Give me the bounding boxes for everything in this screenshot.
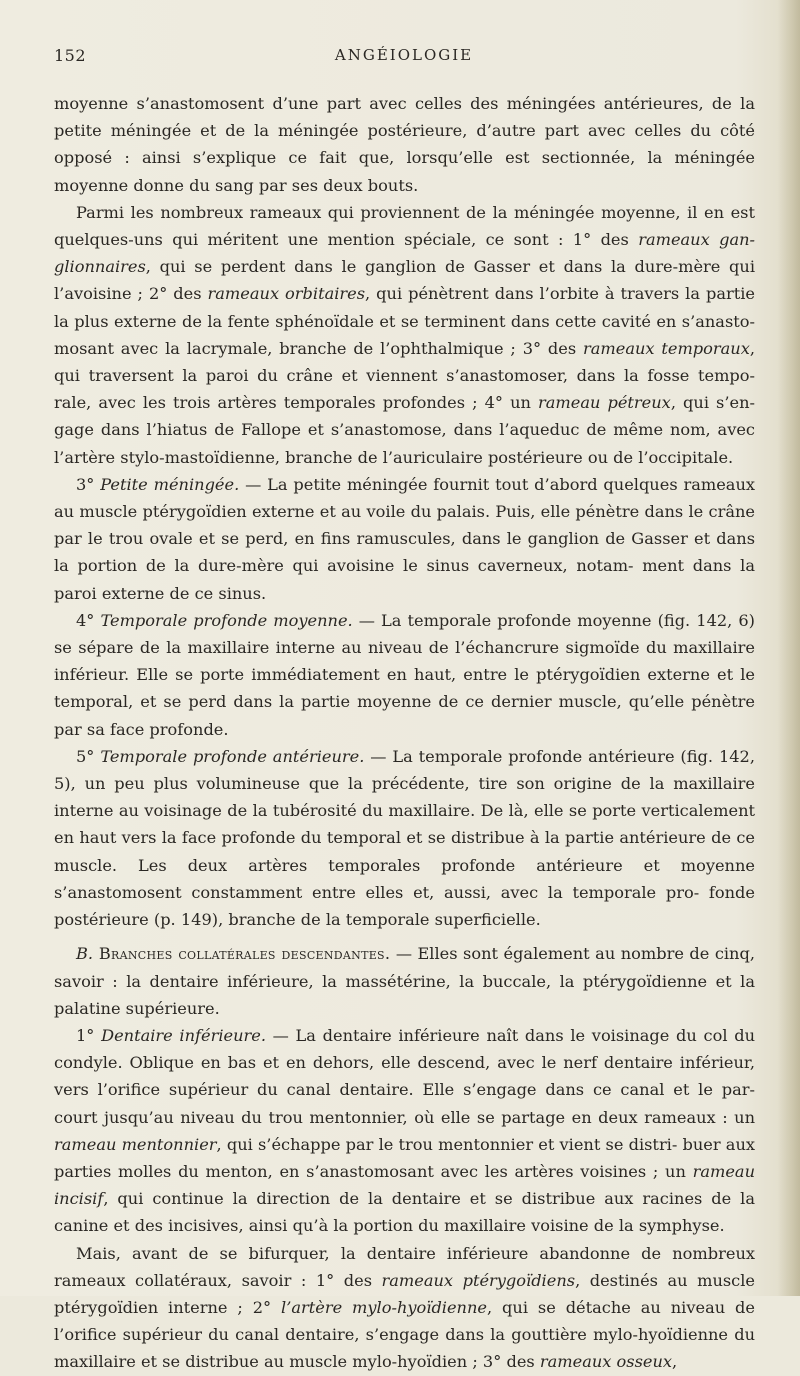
text-run: — La temporale profonde moyenne (fig. 142, 6) se sépare de la maxillaire interne au niveau de l’échancrure sigmoïde du maxillaire inférieur. Elle se porte immédiatement en haut, entre le ptérygoïdien externe et le temporal, et se perd dans la partie moyenne de ce dernier muscle, qu’elle pénètre par sa face profonde.: [54, 610, 755, 739]
italic-term: rameaux osseux: [539, 1352, 673, 1372]
text-run: ,: [672, 1352, 678, 1372]
italic-term: rameau pétreux: [538, 393, 671, 413]
page-header: [54, 46, 754, 70]
item-number: 3°: [76, 474, 101, 494]
paragraph-petite-meningee: [54, 471, 755, 607]
section-title: Temporale profonde antérieure.: [100, 746, 365, 766]
paragraph-2: [54, 199, 755, 471]
italic-term: rameaux ptérygoïdiens: [381, 1270, 576, 1290]
page-body: [54, 90, 755, 1376]
text-line: moyenne s’anastomosent d’une part avec celles des méningées antérieures, de la: [54, 94, 755, 113]
paragraph-dentaire-inferieure: [54, 1022, 755, 1240]
paragraph-branches-descendantes: [54, 940, 755, 1022]
page-number: 152: [54, 46, 87, 65]
text-run: Parmi les nombreux rameaux qui proviennent de la méningée moyenne, il en est quelques-uns qui méritent une mention spéciale, ce sont : 1° des: [54, 202, 755, 250]
item-number: 1°: [76, 1025, 102, 1045]
text-run: , qui traversent la paroi du crâne et viennent s’anastomoser, dans la fosse tempo- rale, avec les trois artères temporales profondes ; 4° un: [54, 338, 756, 413]
text-run: , destinés au muscle ptérygoïdien interne ; 2°: [54, 1270, 756, 1317]
text-line: opposé : ainsi s’explique ce fait que, lorsqu’elle est sectionnée, la méningée: [54, 148, 755, 168]
paragraph-temporale-anterieure: [54, 743, 755, 933]
item-number: 5°: [76, 746, 101, 766]
italic-term: rameau mentonnier: [54, 1134, 217, 1154]
page-edge-shadow: [778, 0, 800, 1296]
text-run: , qui s’échappe par le trou mentonnier et vient se distri- buer aux parties molles du menton, en s’anastomosant avec les artères voisines ; un: [54, 1134, 755, 1181]
text-run: — La dentaire inférieure naît dans le voisinage du col du condyle. Oblique en bas et en dehors, elle descend, avec le nerf dentaire inférieur, vers l’orifice supérieur du canal dentaire. Elle s’engage dans ce canal et le par- court jusqu’au niveau du trou mentonnier, où elle se partage en deux rameaux : un: [54, 1025, 756, 1127]
paragraph-rameaux-collateraux: [54, 1240, 755, 1376]
italic-term: l’artère mylo-hyoïdienne: [281, 1297, 487, 1317]
text-run: — Elles sont également au nombre de cinq, savoir : la dentaire inférieure, la massétérine, la buccale, la ptérygoïdienne et la palatine supérieure.: [54, 944, 755, 1018]
text-line: petite méningée et de la méningée postérieure, d’autre part avec celles du côté: [54, 121, 755, 141]
text-run: Mais, avant de se bifurquer, la dentaire inférieure abandonne de nombreux rameaux collatéraux, savoir : 1° des: [54, 1243, 755, 1290]
text-run: , qui s’en- gage dans l’hiatus de Fallope et s’anastomose, dans l’aqueduc de même nom, avec l’artère stylo-mastoïdienne, branche de l’auriculaire postérieure ou de l’occipitale.: [54, 393, 755, 467]
text-run: , qui continue la direction de la dentaire et se distribue aux racines de la canine et des incisives, ainsi qu’à la portion du maxillaire voisine de la symphyse.: [54, 1189, 755, 1236]
section-letter: B.: [76, 944, 94, 964]
running-title: ANGÉIOLOGIE: [334, 46, 474, 64]
paragraph-1: [54, 90, 755, 199]
text-run: , qui pénètrent dans l’orbite à travers la partie la plus externe de la fente sphénoïdale et se terminent dans cette cavité en s’anasto- mosant avec la lacrymale, branche de l’ophthalmique ; 3° des: [54, 284, 755, 358]
section-title: Temporale profonde moyenne.: [100, 610, 353, 630]
section-title: Petite méningée.: [100, 474, 240, 494]
text-line: moyenne donne du sang par ses deux bouts.: [54, 175, 419, 195]
text-run: — La petite méningée fournit tout d’abord quelques rameaux au muscle ptérygoïdien externe et au voile du palais. Puis, elle pénètre dans le crâne par le trou ovale et se perd, en fins ramuscules, dans le ganglion de Gasser et dans la portion de la dure-mère qui avoisine le sinus caverneux, notam- ment dans la paroi externe de ce sinus.: [54, 474, 756, 603]
text-run: , qui se détache au niveau de l’orifice supérieur du canal dentaire, s’engage dans la gouttière mylo-hyoïdienne du maxillaire et se distribue au muscle mylo-hyoïdien ; 3° des: [54, 1297, 755, 1372]
section-heading: Branches collatérales descendantes.: [93, 944, 391, 964]
italic-term: rameaux temporaux: [583, 338, 750, 358]
text-run: , qui se perdent dans le ganglion de Gasser et dans la dure-mère qui l’avoisine ; 2° des: [54, 257, 755, 304]
italic-term: rameaux gan- glionnaires: [54, 230, 756, 277]
italic-term: rameaux orbitaires: [207, 284, 366, 304]
item-number: 4°: [76, 610, 101, 630]
paragraph-temporale-moyenne: [54, 607, 755, 743]
italic-term: rameau incisif: [54, 1161, 755, 1209]
spacer: [54, 933, 755, 940]
text-run: — La temporale profonde antérieure (fig. 142, 5), un peu plus volumineuse que la précédente, tire son origine de la maxillaire interne au voisinage de la tubérosité du maxillaire. De là, elle se porte verticalement en haut vers la face profonde du temporal et se distribue à la partie antérieure de ce muscle. Les deux artères temporales profonde antérieure et moyenne s’anastomosent constamment entre elles et, aussi, avec la temporale pro- fonde postérieure (p. 149), branche de la temporale superficielle.: [54, 746, 756, 930]
section-title: Dentaire inférieure.: [101, 1025, 266, 1045]
